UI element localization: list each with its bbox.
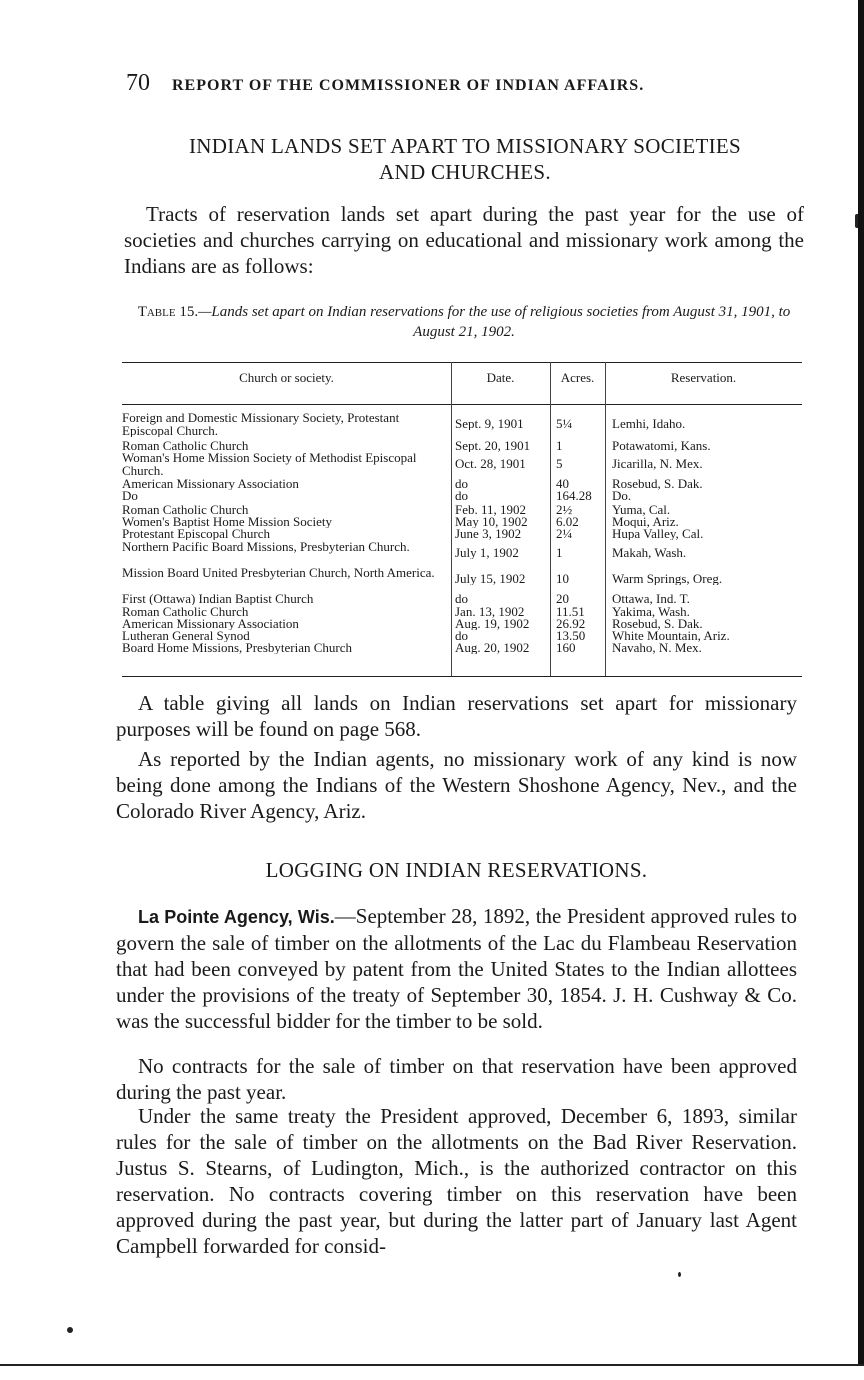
section-title-line-1: INDIAN LANDS SET APART TO MISSIONARY SOCIETIES bbox=[188, 134, 741, 158]
no-missionary-work-paragraph: As reported by the Indian agents, no missionary work of any kind is now being done among the Indians of the Western Shoshone Agency, Nev., and the Colorado River Agency, Ariz. bbox=[116, 747, 797, 823]
cell-church: Roman Catholic Church bbox=[122, 605, 249, 618]
cell-reservation: Moqui, Ariz. bbox=[612, 515, 679, 528]
cell-date: Feb. 11, 1902 bbox=[455, 503, 527, 516]
column-header-reservation: Reservation. bbox=[670, 370, 737, 385]
section-title-line-2: AND CHURCHES. bbox=[379, 160, 551, 184]
cell-acres: 5 bbox=[556, 457, 563, 470]
cell-date: do bbox=[455, 629, 468, 642]
cell-acres: 10 bbox=[556, 572, 569, 585]
table-header-rule bbox=[122, 404, 802, 405]
page-number: 70 bbox=[126, 70, 150, 96]
cell-reservation: Warm Springs, Oreg. bbox=[612, 572, 723, 585]
column-rule-1 bbox=[451, 362, 452, 676]
cell-date: do bbox=[455, 489, 468, 502]
cell-acres: 40 bbox=[556, 477, 569, 490]
cell-reservation: Rosebud, S. Dak. bbox=[612, 617, 703, 630]
cell-reservation: Makah, Wash. bbox=[612, 546, 687, 559]
la-pointe-text: —September 28, 1892, the President approved rules to govern the sale of timber on the allotments of the Lac du Flambeau Reservation that had been conveyed by patent from the United States to the Indian allottees under the provisions of the treaty of September 30, 1854. J. H. Cushway & Co. was the successful bidder for the timber to be sold. bbox=[116, 904, 797, 1033]
cell-date: Sept. 9, 1901 bbox=[455, 417, 524, 430]
cell-date: do bbox=[455, 477, 468, 490]
cell-acres: 6.02 bbox=[556, 515, 579, 528]
scan-edge-right bbox=[858, 0, 864, 1380]
cell-reservation: Jicarilla, N. Mex. bbox=[612, 457, 703, 470]
running-title: REPORT OF THE COMMISSIONER OF INDIAN AFFAIRS. bbox=[172, 77, 645, 94]
section-title-logging: LOGGING ON INDIAN RESERVATIONS. bbox=[265, 858, 648, 882]
cell-church: First (Ottawa) Indian Baptist Church bbox=[122, 592, 314, 605]
column-header-church: Church or society. bbox=[239, 370, 334, 385]
cell-date: July 15, 1902 bbox=[455, 572, 526, 585]
cell-acres: 13.50 bbox=[556, 629, 586, 642]
table-caption bbox=[124, 302, 804, 342]
cell-acres: 164.28 bbox=[556, 489, 592, 502]
cell-reservation: Rosebud, S. Dak. bbox=[612, 477, 703, 490]
page-reference-paragraph: A table giving all lands on Indian reservations set apart for missionary purposes will be found on page 568. bbox=[116, 691, 797, 741]
cell-acres: 20 bbox=[556, 592, 569, 605]
cell-church: Protestant Episcopal Church bbox=[122, 527, 271, 540]
cell-date: Aug. 20, 1902 bbox=[455, 641, 530, 654]
section-title-missionary-lands bbox=[110, 133, 820, 185]
cell-date: July 1, 1902 bbox=[455, 546, 519, 559]
cell-acres: 26.92 bbox=[556, 617, 586, 630]
running-header bbox=[126, 70, 766, 97]
cell-church: Foreign and Domestic Missionary Society, Protestant Episcopal Church. bbox=[122, 411, 400, 437]
no-contracts-paragraph: No contracts for the sale of timber on that reservation have been approved during the past year. bbox=[116, 1054, 797, 1104]
cell-date: Oct. 28, 1901 bbox=[455, 457, 526, 470]
la-pointe-paragraph bbox=[116, 903, 797, 1034]
cell-church: Roman Catholic Church bbox=[122, 439, 249, 452]
cell-acres: 2¼ bbox=[556, 527, 573, 540]
cell-reservation: Hupa Valley, Cal. bbox=[612, 527, 704, 540]
bad-river-paragraph: Under the same treaty the President approved, December 6, 1893, similar rules for the sale of timber on the allotments on the Bad River Reservation. Justus S. Stearns, of Ludington, Mich., is the authorized contractor on this reservation. No contracts covering timber on this reservation have been approved during the past year, but during the latter part of January last Agent Campbell forwarded for consid- bbox=[116, 1104, 797, 1258]
cell-reservation: Do. bbox=[612, 489, 632, 502]
column-rule-3 bbox=[605, 362, 606, 676]
cell-date: Jan. 13, 1902 bbox=[455, 605, 525, 618]
cell-church: Women's Baptist Home Mission Society bbox=[122, 515, 333, 528]
table-caption-label: Table 15. bbox=[137, 304, 199, 320]
cell-church: Do bbox=[122, 489, 138, 502]
cell-church: Lutheran General Synod bbox=[122, 629, 250, 642]
cell-acres: 5¼ bbox=[556, 417, 573, 430]
cell-reservation: Navaho, N. Mex. bbox=[612, 641, 702, 654]
cell-date: Sept. 20, 1901 bbox=[455, 439, 531, 452]
cell-acres: 11.51 bbox=[556, 605, 585, 618]
column-header-date: Date. bbox=[486, 370, 515, 385]
intro-paragraph: Tracts of reservation lands set apart during the past year for the use of societies and churches carrying on educational and missionary work among the Indians are as follows: bbox=[124, 202, 804, 278]
cell-acres: 160 bbox=[556, 641, 576, 654]
cell-reservation: Ottawa, Ind. T. bbox=[612, 592, 690, 605]
cell-church: Board Home Missions, Presbyterian Church bbox=[122, 641, 353, 654]
cell-church: American Missionary Association bbox=[122, 477, 299, 490]
cell-church: Northern Pacific Board Missions, Presbyterian Church. bbox=[122, 540, 410, 554]
agency-runin-heading: La Pointe Agency, Wis. bbox=[138, 907, 335, 927]
cell-date: May 10, 1902 bbox=[455, 515, 528, 528]
cell-church: Woman's Home Mission Society of Methodist Episcopal Church. bbox=[122, 451, 417, 477]
table-bottom-rule bbox=[122, 676, 802, 677]
column-header-acres: Acres. bbox=[560, 370, 595, 385]
scan-edge-bottom bbox=[0, 1364, 864, 1380]
ink-speck bbox=[678, 1272, 681, 1277]
cell-church: Roman Catholic Church bbox=[122, 503, 249, 516]
cell-acres: 2½ bbox=[556, 503, 573, 516]
column-rule-2 bbox=[550, 362, 551, 676]
cell-reservation: White Mountain, Ariz. bbox=[612, 629, 730, 642]
cell-reservation: Potawatomi, Kans. bbox=[612, 439, 711, 452]
cell-acres: 1 bbox=[556, 546, 563, 559]
cell-reservation: Yuma, Cal. bbox=[612, 503, 671, 516]
ink-speck bbox=[67, 1327, 73, 1333]
cell-date: June 3, 1902 bbox=[455, 527, 522, 540]
cell-reservation: Yakima, Wash. bbox=[612, 605, 690, 618]
table-caption-text: —Lands set apart on Indian reservations for the use of religious societies from August 31, 1901, to August 21, 1902. bbox=[198, 304, 791, 340]
cell-acres: 1 bbox=[556, 439, 563, 452]
cell-date: do bbox=[455, 592, 468, 605]
cell-church: American Missionary Association bbox=[122, 617, 299, 630]
cell-date: Aug. 19, 1902 bbox=[455, 617, 530, 630]
cell-reservation: Lemhi, Idaho. bbox=[612, 417, 686, 430]
table-top-rule bbox=[122, 362, 802, 363]
cell-church: Mission Board United Presbyterian Church, North America. bbox=[122, 566, 435, 580]
